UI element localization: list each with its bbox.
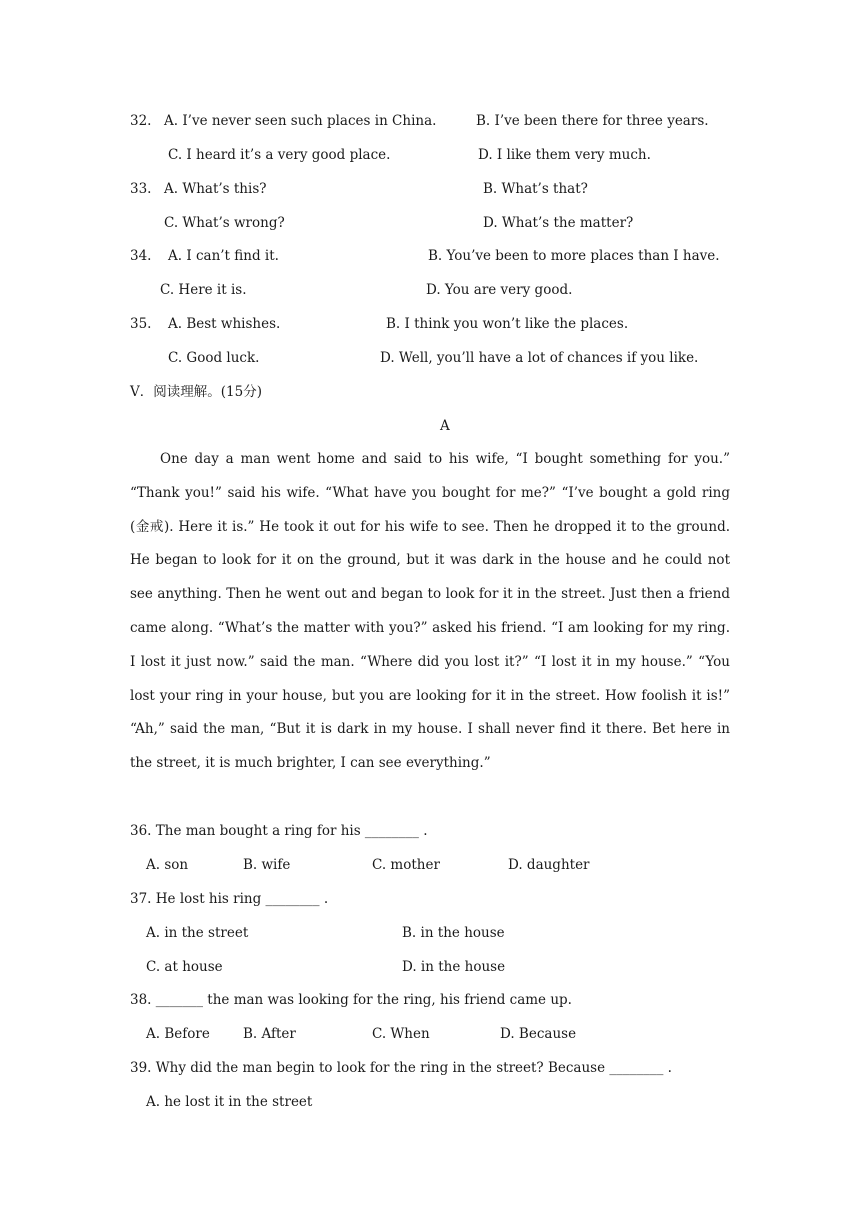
question-stem: 39. Why did the man begin to look for the ring in the street? Because ________ .: [130, 1060, 672, 1076]
option-d: D. in the house: [402, 959, 506, 975]
question-number: 32.: [130, 113, 152, 129]
option-a: A. he lost it in the street: [146, 1094, 313, 1110]
option-b: B. I’ve been there for three years.: [476, 113, 709, 129]
option-a: A. What’s this?: [164, 181, 267, 197]
option-c: C. Good luck.: [168, 350, 260, 366]
option-d: D. What’s the matter?: [483, 215, 634, 231]
reading-passage: [130, 443, 730, 781]
option-b: B. I think you won’t like the places.: [386, 316, 629, 332]
option-d: D. daughter: [508, 857, 590, 873]
passage-label: A: [440, 418, 450, 434]
option-c: C. When: [372, 1026, 430, 1042]
option-a: A. Before: [146, 1026, 210, 1042]
option-d: D. I like them very much.: [478, 147, 651, 163]
passage-text: One day a man went home and said to his wife, “I bought something for you.” “Thank you!” said his wife. “What have you bought for me?” “I’ve bought a gold ring (金戒). Here it is.” He took it out for his wife to see. Then he dropped it to the ground. He began to look for it on the ground, but it was dark in the house and he could not see anything. Then he went out and began to look for it in the street. Just then a friend came along. “What’s the matter with you?” asked his friend. “I am looking for my ring. I lost it just now.” said the man. “Where did you lost it?” “I lost it in my house.” “You lost your ring in your house, but you are looking for it in the street. How foolish it is!” “Ah,” said the man, “But it is dark in my house. I shall never find it there. Bet here in the street, it is much brighter, I can see everything.”: [130, 451, 730, 772]
option-d: D. You are very good.: [426, 282, 573, 298]
option-a: A. in the street: [146, 925, 249, 941]
option-b: B. wife: [243, 857, 291, 873]
option-c: C. at house: [146, 959, 223, 975]
question-stem: 36. The man bought a ring for his ________ .: [130, 823, 428, 839]
option-c: C. What’s wrong?: [164, 215, 285, 231]
option-d: D. Because: [500, 1026, 577, 1042]
option-a: A. I’ve never seen such places in China.: [164, 113, 437, 129]
option-a: A. Best whishes.: [168, 316, 281, 332]
option-c: C. I heard it’s a very good place.: [168, 147, 391, 163]
option-d: D. Well, you’ll have a lot of chances if you like.: [380, 350, 699, 366]
section-heading: V．阅读理解。(15分): [130, 384, 262, 400]
option-b: B. You’ve been to more places than I have.: [428, 248, 720, 264]
option-b: B. After: [243, 1026, 296, 1042]
option-a: A. I can’t find it.: [168, 248, 279, 264]
question-number: 34.: [130, 248, 152, 264]
question-number: 35.: [130, 316, 152, 332]
question-stem: 37. He lost his ring ________ .: [130, 891, 329, 907]
option-c: C. Here it is.: [160, 282, 247, 298]
option-a: A. son: [146, 857, 189, 873]
option-b: B. in the house: [402, 925, 505, 941]
option-c: C. mother: [372, 857, 440, 873]
option-b: B. What’s that?: [483, 181, 588, 197]
question-number: 33.: [130, 181, 152, 197]
question-stem: 38. _______ the man was looking for the ring, his friend came up.: [130, 992, 572, 1008]
